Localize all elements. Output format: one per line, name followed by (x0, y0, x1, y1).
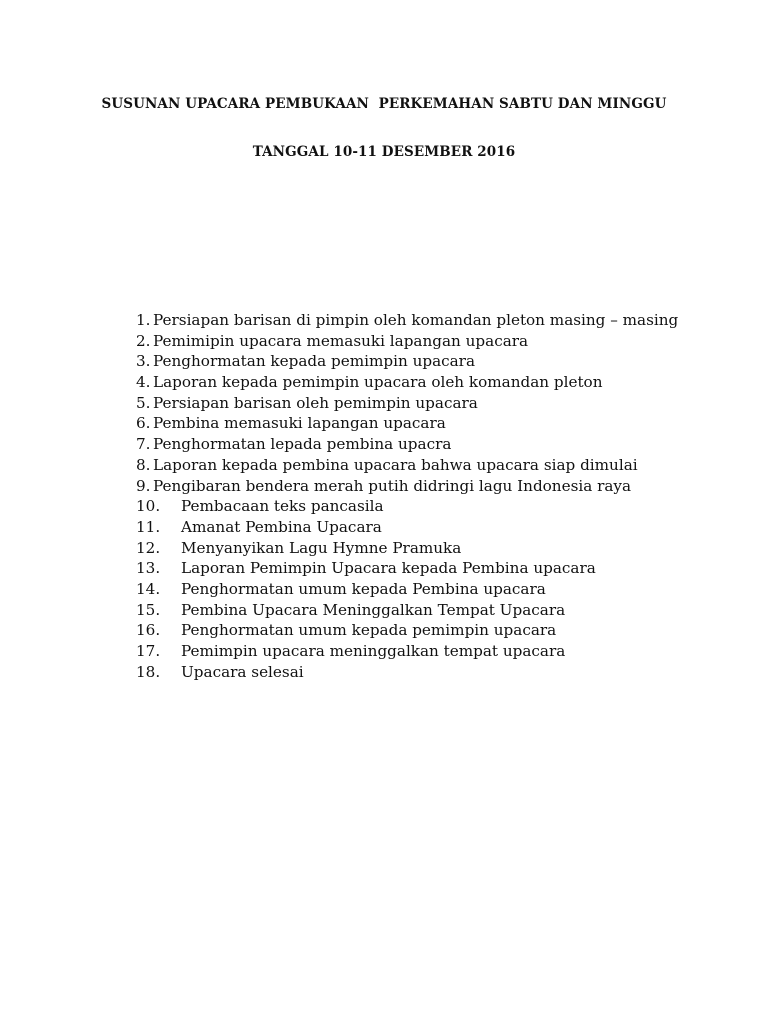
list-item-text: Pemimipin upacara memasuki lapangan upacara (153, 331, 529, 350)
list-item-text: Upacara selesai (181, 662, 304, 681)
list-item (136, 331, 736, 352)
list-item-number: 2. (136, 331, 151, 350)
document-title: SUSUNAN UPACARA PEMBUKAAN PERKEMAHAN SABTU DAN MINGGU (101, 96, 667, 112)
list-item (136, 620, 736, 641)
list-item-number: 6. (136, 414, 151, 433)
list-item-number: 5. (136, 393, 151, 412)
list-item-text: Laporan kepada pembina upacara bahwa upacara siap dimulai (153, 455, 638, 474)
list-item-number: 15. (136, 600, 161, 619)
list-item (136, 641, 736, 662)
list-item-number: 12. (136, 538, 161, 557)
list-item-text: Pembina memasuki lapangan upacara (153, 414, 446, 433)
list-item-number: 10. (136, 497, 161, 516)
list-item-text: Amanat Pembina Upacara (181, 517, 382, 536)
list-item (136, 558, 736, 579)
list-item-number: 16. (136, 621, 161, 640)
list-item-number: 18. (136, 662, 161, 681)
list-item-number: 1. (136, 311, 151, 329)
list-item-number: 11. (136, 517, 161, 536)
list-item-text: Pemimpin upacara meninggalkan tempat upacara (181, 642, 566, 660)
list-item-text: Menyanyikan Lagu Hymne Pramuka (181, 538, 462, 557)
list-item (136, 538, 736, 559)
list-item (136, 496, 736, 517)
list-item (136, 579, 736, 600)
list-item-text: Penghormatan kepada pemimpin upacara (153, 352, 475, 371)
list-item-text: Persiapan barisan oleh pemimpin upacara (153, 393, 478, 412)
list-item-number: 8. (136, 455, 151, 474)
list-item-number: 3. (136, 352, 151, 371)
list-item (136, 476, 736, 497)
list-item-text: Pembacaan teks pancasila (181, 497, 384, 516)
list-item (136, 662, 736, 683)
list-item-text: Penghormatan umum kepada Pembina upacara (181, 579, 546, 598)
list-item (136, 455, 736, 476)
list-item-number: 14. (136, 579, 161, 598)
list-item-number: 4. (136, 373, 151, 392)
list-item (136, 351, 736, 372)
list-item (136, 600, 736, 621)
list-item-text: Penghormatan lepada pembina upacra (153, 435, 452, 454)
list-item (136, 517, 736, 538)
list-item-number: 17. (136, 642, 161, 660)
list-item (136, 434, 736, 455)
ceremony-order-list (136, 310, 736, 682)
list-item-text: Pengibaran bendera merah putih didringi lagu Indonesia raya (153, 476, 632, 495)
document-date: TANGGAL 10-11 DESEMBER 2016 (252, 144, 516, 160)
list-item-number: 7. (136, 435, 151, 454)
list-item (136, 310, 736, 331)
list-item (136, 413, 736, 434)
list-item-number: 13. (136, 559, 161, 578)
list-item-text: Laporan kepada pemimpin upacara oleh komandan pleton (153, 373, 603, 392)
list-item (136, 393, 736, 414)
list-item-number: 9. (136, 476, 151, 495)
list-item-text: Persiapan barisan di pimpin oleh komandan pleton masing – masing (153, 311, 679, 329)
list-item-text: Pembina Upacara Meninggalkan Tempat Upacara (181, 600, 566, 619)
list-item-text: Laporan Pemimpin Upacara kepada Pembina upacara (181, 559, 596, 578)
list-item-text: Penghormatan umum kepada pemimpin upacara (181, 621, 557, 640)
list-item (136, 372, 736, 393)
